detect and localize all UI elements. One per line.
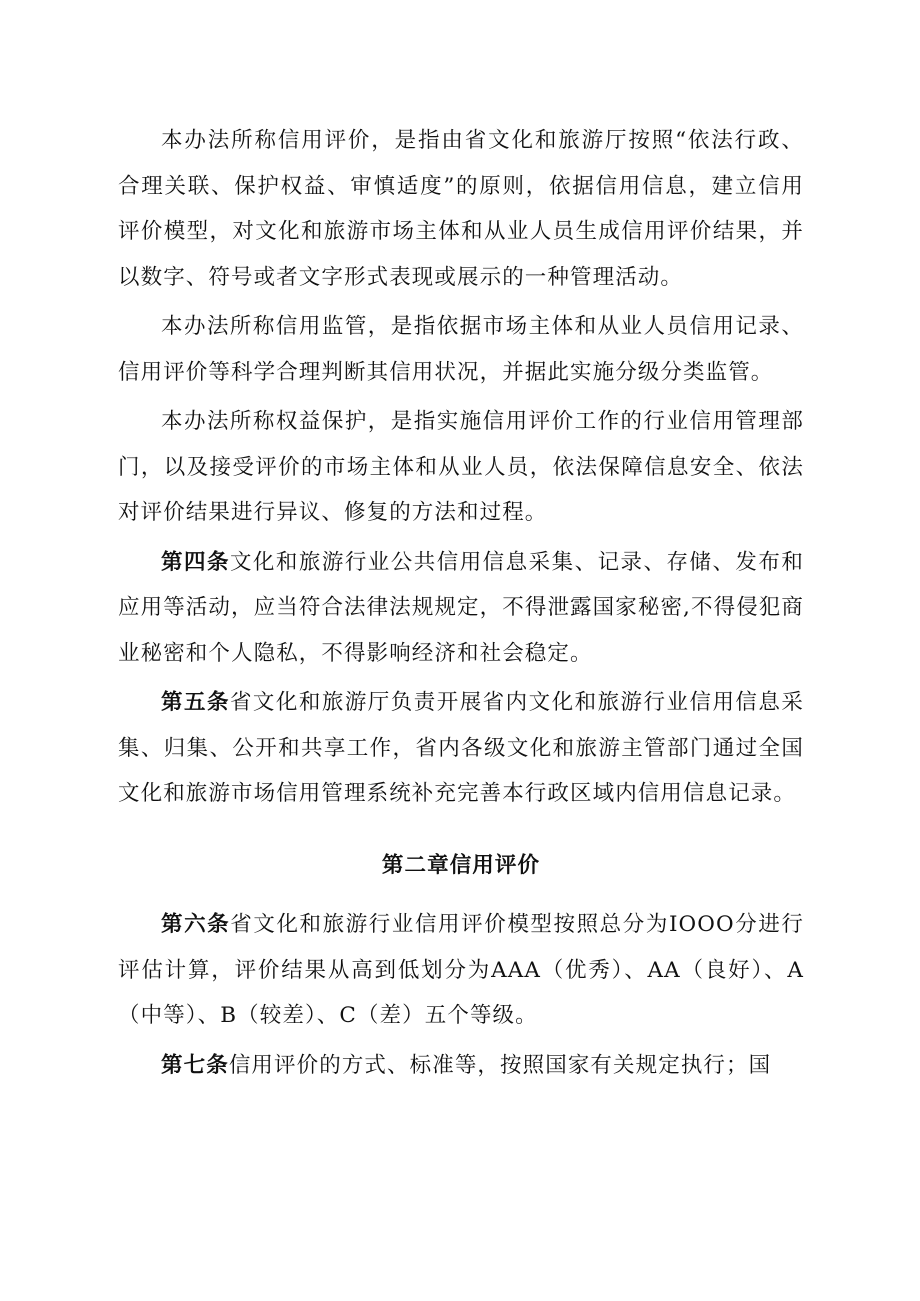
article-5-text: 省文化和旅游厅负责开展省内文化和旅游行业信用信息采集、归集、公开和共享工作，省内各级文化和旅游主管部门通过全国文化和旅游市场信用管理系统补充完善本行政区域内信用信息记录。 [118,690,804,806]
article-6-label: 第六条 [161,912,231,937]
article-7 [118,1043,804,1089]
article-4 [118,540,804,677]
paragraph-credit-supervision-definition: 本办法所称信用监管，是指依据市场主体和从业人员信用记录、信用评价等科学合理判断其信用状况，并据此实施分级分类监管。 [118,314,804,385]
article-6 [118,902,804,1039]
article-4-label: 第四条 [161,549,230,575]
article-5-label: 第五条 [161,690,230,715]
article-7-text: 信用评价的方式、标准等，按照国家有关规定执行；国 [228,1052,772,1078]
chapter-2-title: 第二章信用评价 [381,852,541,878]
document-page [118,118,804,1088]
article-7-label: 第七条 [161,1052,229,1078]
article-6-text: 省文化和旅游行业信用评价模型按照总分为IOOO分进行评估计算，评价结果从高到低划分为AAA（优秀）、AA（良好）、A（中等）、B（较差）、C（差）五个等级。 [118,912,804,1028]
paragraph-rights-protection-definition: 本办法所称权益保护，是指实施信用评价工作的行业信用管理部门，以及接受评价的市场主体和从业人员，依法保障信息安全、依法对评价结果进行异议、修复的方法和过程。 [118,409,804,525]
paragraph-credit-evaluation-definition: 本办法所称信用评价，是指由省文化和旅游厅按照“依法行政、合理关联、保护权益、审慎适度”的原则，依据信用信息，建立信用评价模型，对文化和旅游市场主体和从业人员生成信用评价结果，并以数字、符号或者文字形式表现或展示的一种管理活动。 [118,128,804,290]
article-4-text: 文化和旅游行业公共信用信息采集、记录、存储、发布和应用等活动，应当符合法律法规规定，不得泄露国家秘密,不得侵犯商业秘密和个人隐私，不得影响经济和社会稳定。 [118,549,804,666]
article-5 [118,680,804,817]
